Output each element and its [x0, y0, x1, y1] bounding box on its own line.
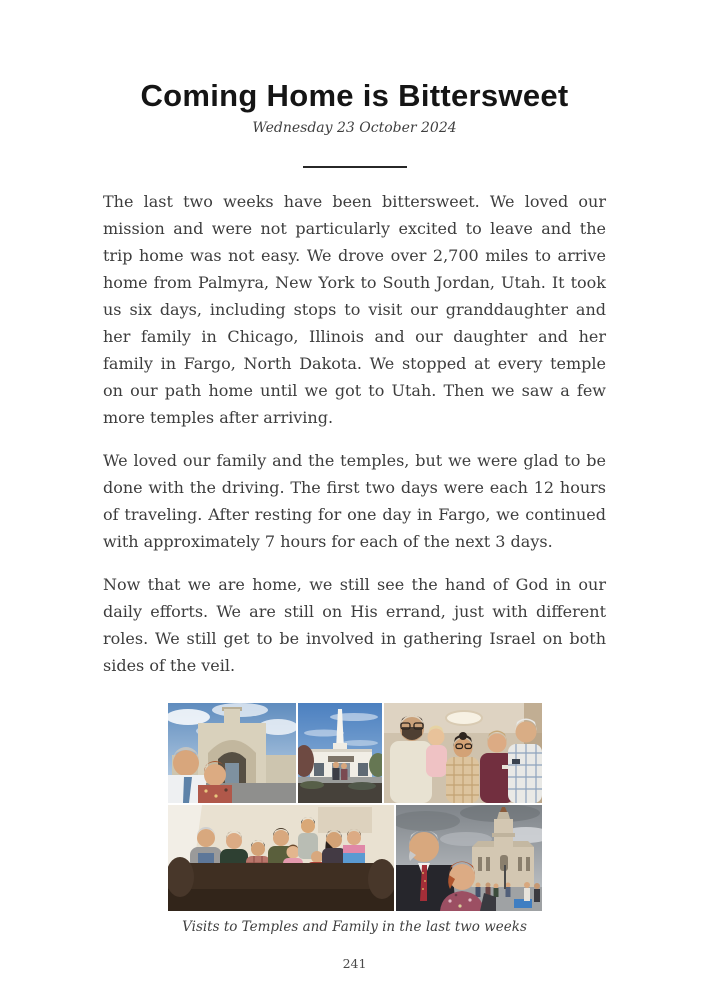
- indoor-family-selfie-photo: [384, 703, 542, 803]
- section-divider: [303, 166, 407, 168]
- collage-grid: [168, 703, 542, 911]
- entry-date: Wednesday 23 October 2024: [252, 120, 457, 136]
- entry-body: [103, 188, 606, 679]
- family-couch-group-photo: [168, 805, 394, 911]
- collage-bottom-row: [168, 805, 542, 911]
- photo-collage: [168, 703, 542, 936]
- page-title: Coming Home is Bittersweet: [140, 78, 569, 113]
- temple-dedication-couple-selfie-photo: [396, 805, 542, 911]
- temple-spire-visitors-photo: [298, 703, 382, 803]
- page-number: 241: [342, 956, 367, 971]
- paragraph-travel-summary: The last two weeks have been bittersweet. We loved our mission and were not particularly excited to leave and the trip home was not easy. We drove over 2,700 miles to arrive home from Palmyra, New York to South Jordan, Utah. It took us six days, including stops to visit our granddaughter and her family in Chicago, Illinois and our daughter and her family in Fargo, North Dakota. We stopped at every temple on our path home until we got to Utah. Then we saw a few more temples after arriving.: [103, 192, 606, 427]
- temple-arch-couple-selfie-photo: [168, 703, 296, 803]
- paragraph-driving-details: We loved our family and the temples, but we were glad to be done with the driving. The first two days were each 12 hours of traveling. After resting for one day in Fargo, we continued with approximately 7 hours for each of the next 3 days.: [103, 451, 606, 551]
- collage-caption: Visits to Temples and Family in the last two weeks: [182, 919, 527, 935]
- paragraph-reflection: Now that we are home, we still see the hand of God in our daily efforts. We are still on His errand, just with different roles. We still get to be involved in gathering Israel on both sides of the veil.: [103, 575, 606, 675]
- collage-top-row: [168, 703, 542, 803]
